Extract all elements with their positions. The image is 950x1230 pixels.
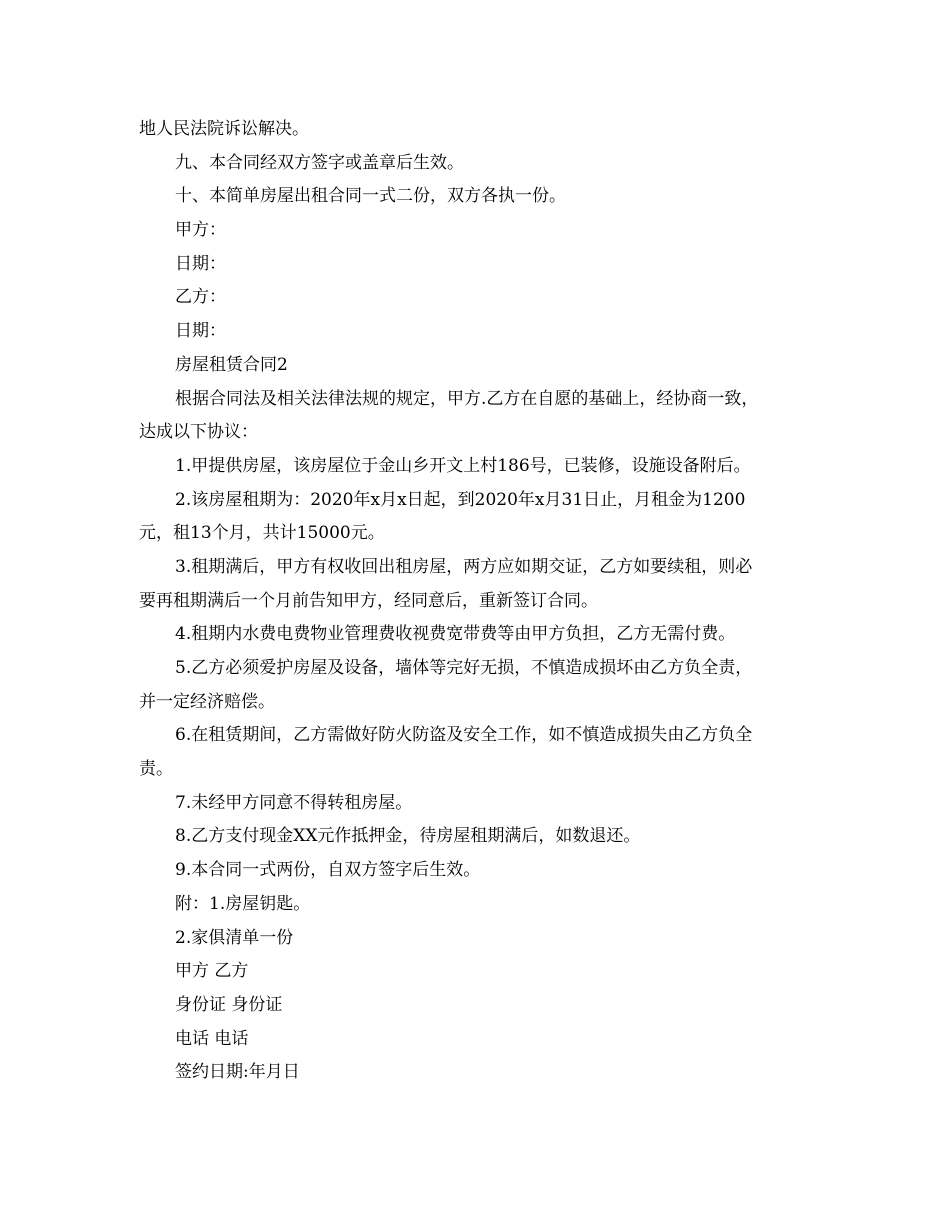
signature-id: 身份证 身份证 bbox=[175, 994, 283, 1015]
text-line: 根据合同法及相关法律法规的规定，甲方.乙方在自愿的基础上，经协商一致， bbox=[175, 388, 759, 409]
clause-item: 1.甲提供房屋，该房屋位于金山乡开文上村186号，已装修，设施设备附后。 bbox=[175, 455, 751, 476]
document-body bbox=[139, 113, 819, 1090]
clause-item: 9.本合同一式两份，自双方签字后生效。 bbox=[175, 860, 481, 881]
text-line: 责。 bbox=[139, 759, 173, 780]
clause-item: 3.租期满后，甲方有权收回出租房屋，两方应如期交证，乙方如要续租，则必 bbox=[175, 556, 753, 577]
section-title: 房屋租赁合同2 bbox=[175, 354, 288, 375]
signing-date: 签约日期:年月日 bbox=[175, 1062, 300, 1083]
clause-item: 2.该房屋租期为：2020年x月x日起，到2020年x月31日止，月租金为1200 bbox=[175, 489, 746, 510]
clause-item: 8.乙方支付现金XX元作抵押金，待房屋租期满后，如数退还。 bbox=[175, 826, 641, 847]
clause-item: 7.未经甲方同意不得转租房屋。 bbox=[175, 792, 413, 813]
party-b-label: 乙方： bbox=[175, 287, 226, 308]
text-line: 元，租13个月，共计15000元。 bbox=[139, 523, 385, 544]
text-line: 达成以下协议： bbox=[139, 422, 258, 443]
text-line: 要再租期满后一个月前告知甲方，经同意后，重新签订合同。 bbox=[139, 590, 598, 611]
appendix-item: 附：1.房屋钥匙。 bbox=[175, 893, 311, 914]
text-line: 九、本合同经双方签字或盖章后生效。 bbox=[175, 152, 464, 173]
party-a-label: 甲方： bbox=[175, 220, 226, 241]
date-label: 日期： bbox=[175, 321, 226, 342]
text-line: 地人民法院诉讼解决。 bbox=[139, 119, 309, 139]
appendix-item: 2.家俱清单一份 bbox=[175, 927, 294, 948]
clause-item: 6.在租赁期间，乙方需做好防火防盗及安全工作，如不慎造成损失由乙方负全 bbox=[175, 725, 753, 746]
date-label: 日期： bbox=[175, 253, 226, 274]
text-line: 并一定经济赔偿。 bbox=[139, 691, 275, 712]
signature-parties: 甲方 乙方 bbox=[175, 961, 249, 982]
clause-item: 4.租期内水费电费物业管理费收视费宽带费等由甲方负担，乙方无需付费。 bbox=[175, 624, 736, 645]
signature-phone: 电话 电话 bbox=[175, 1028, 249, 1049]
text-line: 十、本简单房屋出租合同一式二份，双方各执一份。 bbox=[175, 186, 566, 207]
clause-item: 5.乙方必须爱护房屋及设备，墙体等完好无损，不慎造成损坏由乙方负全责， bbox=[175, 658, 753, 678]
